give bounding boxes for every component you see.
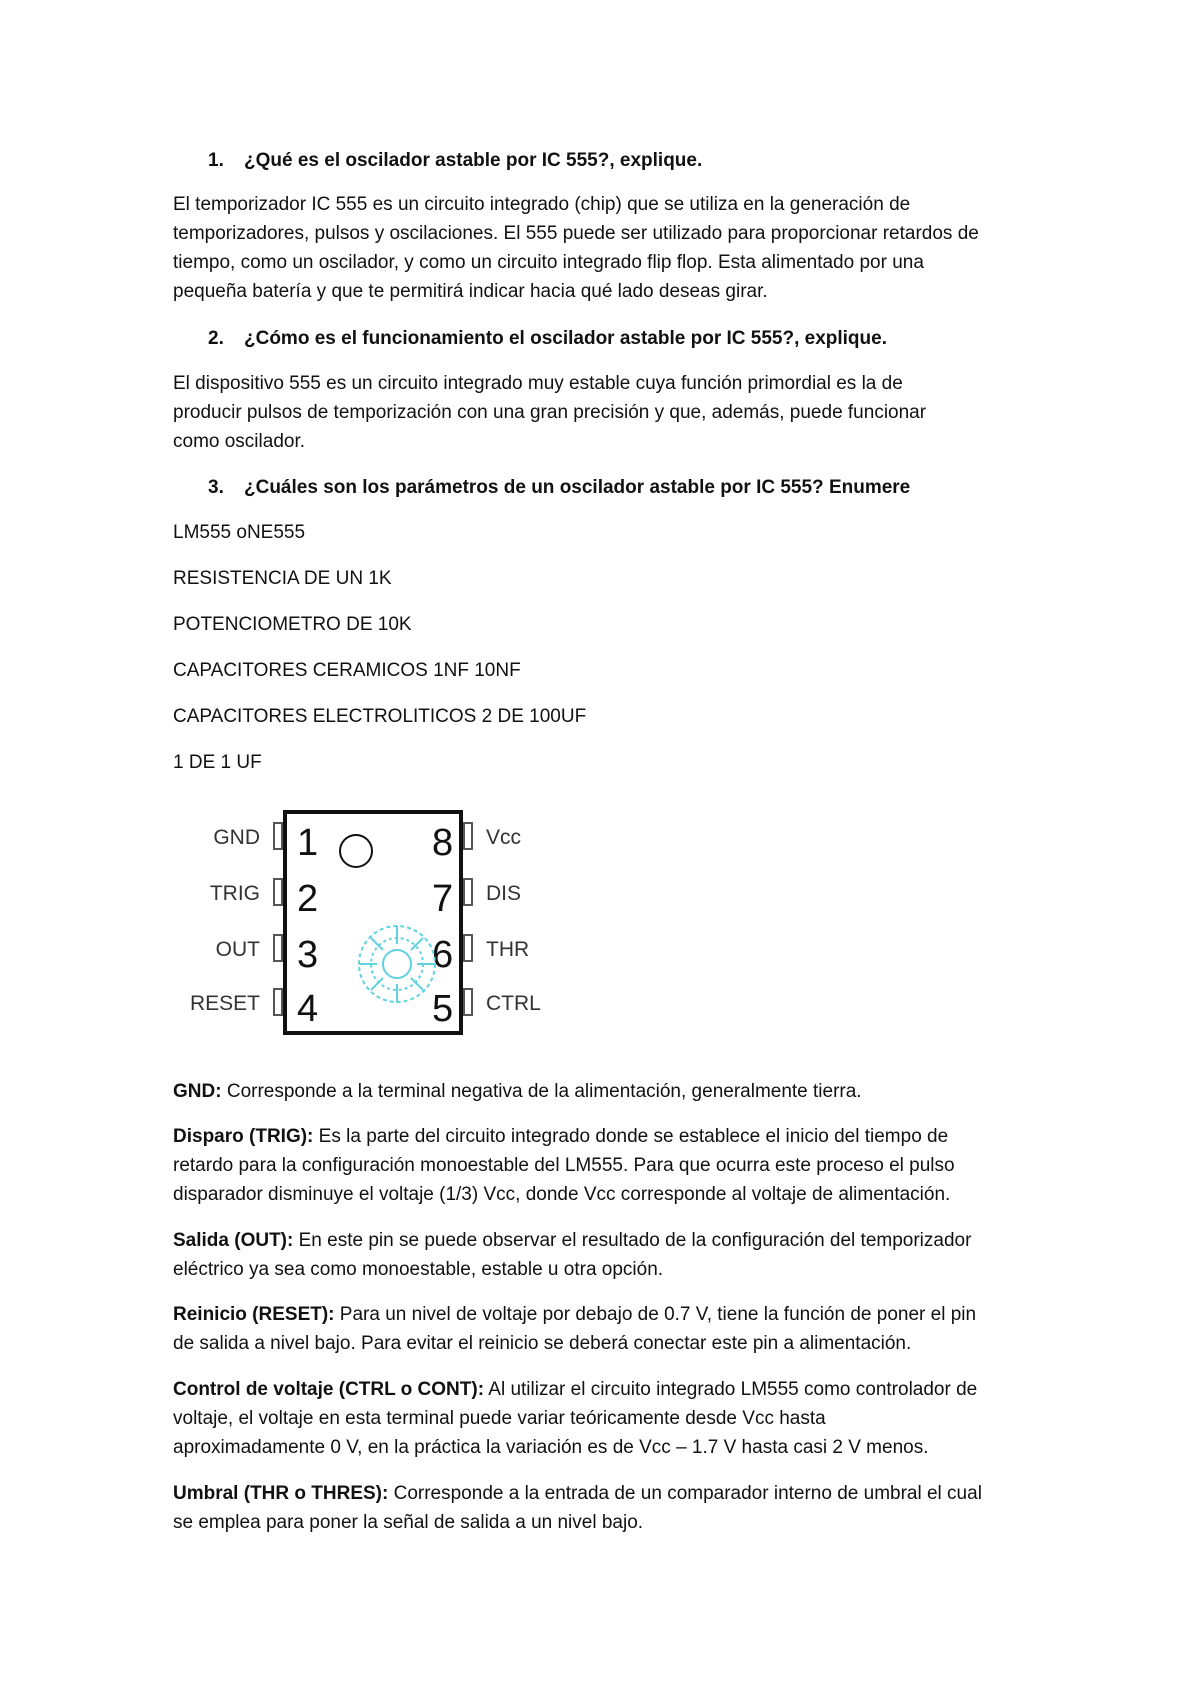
answer-2-line: como oscilador.: [173, 431, 306, 452]
pin-description-thr: Umbral (THR o THRES): Corresponde a la entrada de un comparador interno de umbral el cual: [173, 1483, 982, 1504]
pin-number: 8: [432, 822, 454, 864]
circuit-watermark-icon: [347, 904, 447, 1024]
pin-description-ctrl: Control de voltaje (CTRL o CONT): Al utilizar el circuito integrado LM555 como controlador de: [173, 1379, 978, 1400]
pin-label-ctrl: CTRL: [486, 992, 541, 1015]
pin-number: 1: [297, 822, 319, 864]
pin-stub: [273, 988, 283, 1016]
pin-number: 6: [432, 934, 454, 976]
pin-description-line: se emplea para poner la señal de salida a un nivel bajo.: [173, 1512, 644, 1533]
pin-description-line: voltaje, el voltaje en esta terminal puede variar teóricamente desde Vcc hasta: [173, 1408, 826, 1429]
pin-label-vcc: Vcc: [486, 826, 522, 849]
ic555-pinout-diagram: [170, 800, 570, 1040]
pin-label-dis: DIS: [486, 882, 522, 905]
pin-stub: [463, 822, 473, 850]
pin-description-reset: Reinicio (RESET): Para un nivel de voltaje por debajo de 0.7 V, tiene la función de poner el pin: [173, 1304, 977, 1325]
answer-2-line: El dispositivo 555 es un circuito integrado muy estable cuya función primordial es la de: [173, 373, 903, 394]
pin-label-out: OUT: [215, 938, 260, 961]
pin-stub: [463, 878, 473, 906]
pin-description-gnd: GND: Corresponde a la terminal negativa de la alimentación, generalmente tierra.: [173, 1081, 862, 1102]
pin-stub: [273, 822, 283, 850]
question-2-heading: 2. ¿Cómo es el funcionamiento el oscilador astable por IC 555?, explique.: [208, 328, 887, 349]
pin1-notch-icon: [339, 834, 373, 868]
question-1-heading: 1. ¿Qué es el oscilador astable por IC 555?, explique.: [208, 150, 703, 171]
pin-stub: [463, 934, 473, 962]
pin-label-reset: RESET: [189, 992, 260, 1015]
pin-number: 7: [432, 878, 454, 920]
answer-1-line: pequeña batería y que te permitirá indicar hacia qué lado deseas girar.: [173, 281, 768, 302]
pin-number: 5: [432, 988, 454, 1030]
component-item: LM555 oNE555: [173, 522, 306, 543]
pin-label-trig: TRIG: [209, 882, 260, 905]
pin-stub: [463, 988, 473, 1016]
answer-1-line: El temporizador IC 555 es un circuito integrado (chip) que se utiliza en la generación de: [173, 194, 911, 215]
answer-1-line: tiempo, como un oscilador, y como un circuito integrado flip flop. Esta alimentado por una: [173, 252, 924, 273]
component-item: 1 DE 1 UF: [173, 752, 262, 773]
pin-number: 3: [297, 934, 319, 976]
answer-2-line: producir pulsos de temporización con una gran precisión y que, además, puede funcionar: [173, 402, 927, 423]
pin-label-gnd: GND: [213, 826, 260, 849]
ic-body: [283, 810, 463, 1035]
component-item: CAPACITORES ELECTROLITICOS 2 DE 100UF: [173, 706, 587, 727]
pin-description-trig: Disparo (TRIG): Es la parte del circuito integrado donde se establece el inicio del tiempo de: [173, 1126, 949, 1147]
pin-number: 2: [297, 878, 319, 920]
component-item: RESISTENCIA DE UN 1K: [173, 568, 392, 589]
answer-1-line: temporizadores, pulsos y oscilaciones. El 555 puede ser utilizado para proporcionar retardos de: [173, 223, 979, 244]
pin-description-out: Salida (OUT): En este pin se puede observar el resultado de la configuración del temporizador: [173, 1230, 972, 1251]
pin-description-line: disparador disminuye el voltaje (1/3) Vcc, donde Vcc corresponde al voltaje de alimentación.: [173, 1184, 951, 1205]
component-item: POTENCIOMETRO DE 10K: [173, 614, 412, 635]
pin-stub: [273, 878, 283, 906]
pin-stub: [273, 934, 283, 962]
pin-label-thr: THR: [486, 938, 530, 961]
pin-description-line: de salida a nivel bajo. Para evitar el reinicio se deberá conectar este pin a alimentación.: [173, 1333, 912, 1354]
component-item: CAPACITORES CERAMICOS 1NF 10NF: [173, 660, 521, 681]
pin-description-line: eléctrico ya sea como monoestable, estable u otra opción.: [173, 1259, 664, 1280]
pin-description-line: aproximadamente 0 V, en la práctica la variación es de Vcc – 1.7 V hasta casi 2 V menos.: [173, 1437, 929, 1458]
pin-number: 4: [297, 988, 319, 1030]
question-3-heading: 3. ¿Cuáles son los parámetros de un oscilador astable por IC 555? Enumere: [208, 477, 911, 498]
pin-description-line: retardo para la configuración monoestable del LM555. Para que ocurra este proceso el pulso: [173, 1155, 955, 1176]
